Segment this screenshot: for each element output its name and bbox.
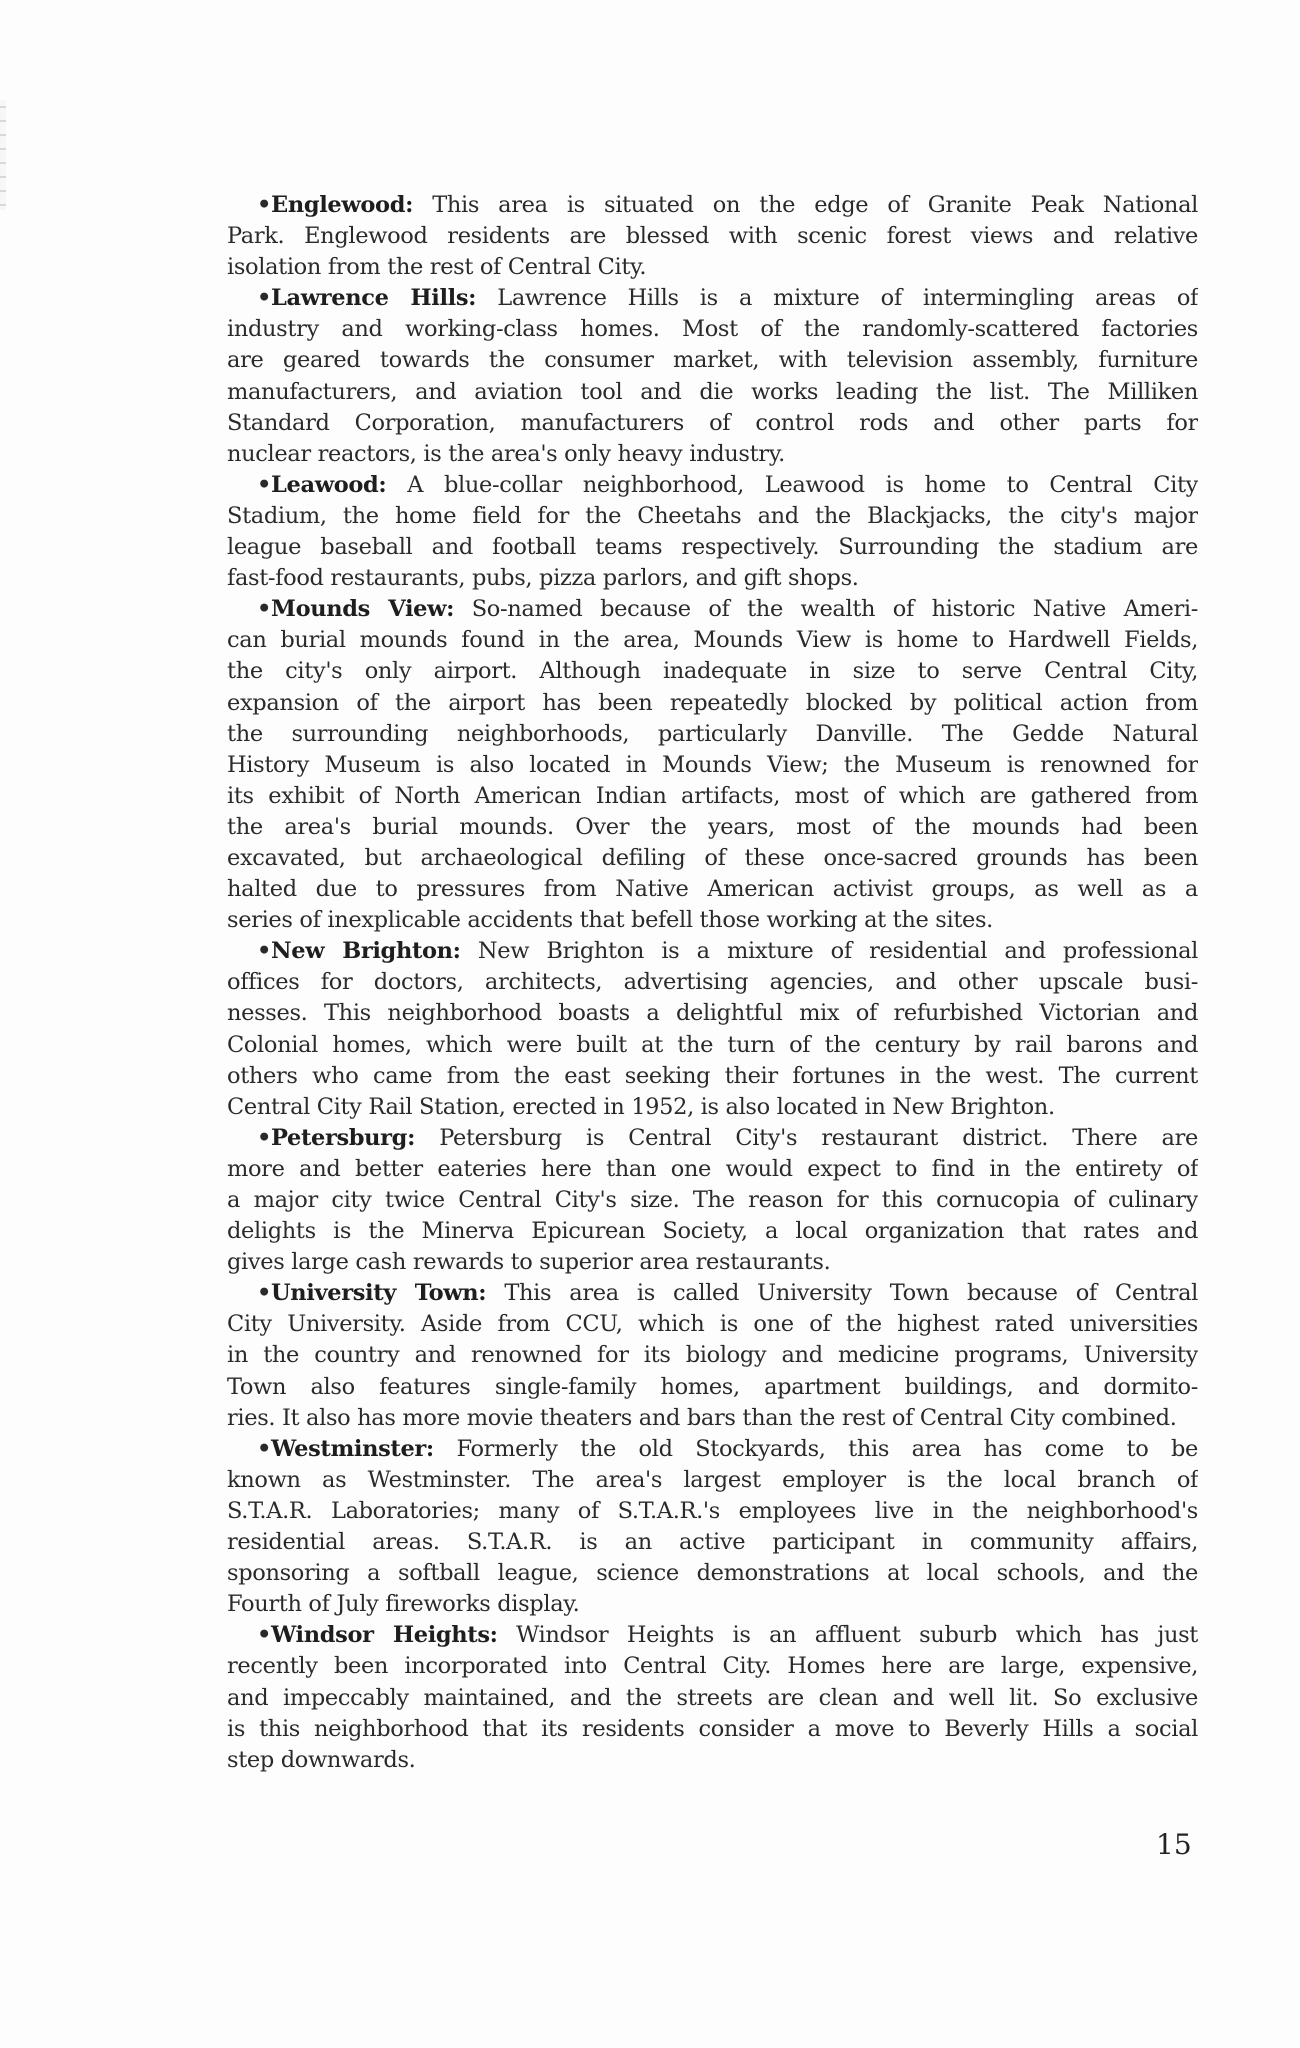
text-line: league baseball and football teams respectively. Surrounding the stadium are — [227, 534, 1198, 561]
text-line: History Museum is also located in Mounds View; the Museum is renowned for — [227, 751, 1198, 778]
entry-text: Windsor Heights is an affluent suburb which has just — [516, 1622, 1198, 1649]
bullet-icon: • — [257, 938, 272, 965]
text-line: step downwards. — [227, 1746, 416, 1773]
bullet-icon: • — [257, 1435, 272, 1462]
bullet-icon: • — [257, 471, 272, 498]
neighborhood-name: Lawrence Hills: — [271, 285, 477, 312]
text-line: a major city twice Central City's size. The reason for this cornucopia of culinary — [227, 1187, 1198, 1213]
text-line — [227, 936, 1198, 967]
text-line: Stadium, the home field for the Cheetahs and the Blackjacks, the city's major — [227, 502, 1198, 529]
neighborhood-entry — [227, 594, 1198, 936]
neighborhood-name: University Town: — [271, 1280, 487, 1307]
text-line: Central City Rail Station, erected in 1952, is also located in New Brighton. — [227, 1093, 1055, 1120]
entry-text: A blue-collar neighborhood, Leawood is home to Central City — [407, 471, 1198, 498]
text-line: manufacturers, and aviation tool and die works leading the list. The Milliken — [227, 378, 1198, 405]
text-line: nuclear reactors, is the area's only heavy industry. — [227, 440, 785, 467]
text-line: others who came from the east seeking their fortunes in the west. The current — [227, 1062, 1198, 1089]
text-line — [227, 1123, 1198, 1154]
entry-text: This area is called University Town because of Central — [504, 1280, 1198, 1307]
text-line: offices for doctors, architects, advertising agencies, and other upscale busi- — [227, 969, 1198, 996]
text-line: and impeccably maintained, and the streets are clean and well lit. So exclusive — [227, 1684, 1198, 1711]
bullet-icon: • — [257, 596, 272, 623]
bullet-icon: • — [257, 1124, 272, 1151]
text-line: in the country and renowned for its biology and medicine programs, University — [227, 1342, 1198, 1369]
text-line: Colonial homes, which were built at the turn of the century by rail barons and — [227, 1031, 1198, 1058]
neighborhood-name: New Brighton: — [271, 938, 461, 965]
neighborhood-entry — [227, 283, 1198, 470]
text-line: residential areas. S.T.A.R. is an active participant in community affairs, — [227, 1529, 1198, 1556]
text-line: Park. Englewood residents are blessed with scenic forest views and relative — [227, 223, 1198, 250]
page-number: 15 — [1156, 1828, 1192, 1861]
neighborhood-entry — [227, 470, 1198, 594]
text-line — [227, 1620, 1198, 1651]
text-line: sponsoring a softball league, science demonstrations at local schools, and the — [227, 1560, 1198, 1587]
text-line: fast-food restaurants, pubs, pizza parlors, and gift shops. — [227, 565, 859, 592]
bullet-icon: • — [257, 192, 272, 218]
neighborhood-entry — [227, 190, 1198, 283]
neighborhood-entry — [227, 1434, 1198, 1621]
neighborhood-entry — [227, 1620, 1198, 1775]
text-line: more and better eateries here than one would expect to find in the entirety of — [227, 1155, 1198, 1182]
text-line: the city's only airport. Although inadequate in size to serve Central City, — [227, 658, 1198, 685]
text-line: can burial mounds found in the area, Mounds View is home to Hardwell Fields, — [227, 627, 1198, 654]
text-line: Standard Corporation, manufacturers of control rods and other parts for — [227, 409, 1198, 436]
text-line: are geared towards the consumer market, with television assembly, furniture — [227, 347, 1198, 374]
neighborhood-list — [227, 190, 1198, 1776]
bullet-icon: • — [257, 285, 272, 312]
bullet-icon: • — [257, 1622, 272, 1649]
text-line: expansion of the airport has been repeatedly blocked by political action from — [227, 689, 1198, 716]
text-line: S.T.A.R. Laboratories; many of S.T.A.R.'s employees live in the neighborhood's — [227, 1497, 1198, 1524]
entry-text: So-named because of the wealth of historic Native Ameri- — [471, 596, 1198, 623]
text-line: isolation from the rest of Central City. — [227, 254, 647, 281]
text-line: recently been incorporated into Central City. Homes here are large, expensive, — [227, 1653, 1198, 1680]
text-line: City University. Aside from CCU, which is one of the highest rated universities — [227, 1311, 1198, 1338]
text-line: delights is the Minerva Epicurean Society, a local organization that rates and — [227, 1218, 1198, 1245]
text-line: known as Westminster. The area's largest employer is the local branch of — [227, 1466, 1198, 1493]
text-line — [227, 470, 1198, 501]
entry-text: New Brighton is a mixture of residential and professional — [477, 938, 1198, 965]
text-line — [227, 1434, 1198, 1465]
neighborhood-name: Windsor Heights: — [271, 1622, 498, 1649]
text-line — [227, 190, 1198, 221]
text-line: gives large cash rewards to superior area restaurants. — [227, 1249, 831, 1276]
text-line: its exhibit of North American Indian artifacts, most of which are gathered from — [227, 782, 1198, 809]
entry-text: Lawrence Hills is a mixture of intermingling areas of — [497, 285, 1198, 312]
text-line — [227, 594, 1198, 625]
bullet-icon: • — [257, 1280, 272, 1307]
text-line: nesses. This neighborhood boasts a delightful mix of refurbished Victorian and — [227, 1000, 1198, 1027]
neighborhood-name: Westminster: — [271, 1435, 434, 1462]
text-line: series of inexplicable accidents that befell those working at the sites. — [227, 907, 993, 934]
neighborhood-name: Petersburg: — [271, 1124, 416, 1151]
text-line: the area's burial mounds. Over the years, most of the mounds had been — [227, 813, 1198, 840]
entry-text: Formerly the old Stockyards, this area has come to be — [456, 1435, 1198, 1462]
text-line: is this neighborhood that its residents consider a move to Beverly Hills a social — [227, 1715, 1198, 1742]
text-line — [227, 1278, 1198, 1309]
text-line: the surrounding neighborhoods, particularly Danville. The Gedde Natural — [227, 720, 1198, 747]
neighborhood-name: Leawood: — [271, 471, 387, 498]
text-line: halted due to pressures from Native American activist groups, as well as a — [227, 876, 1198, 903]
text-line: industry and working-class homes. Most of the randomly-scattered factories — [227, 316, 1198, 343]
text-line: Fourth of July fireworks display. — [227, 1591, 580, 1618]
neighborhood-entry — [227, 936, 1198, 1123]
neighborhood-entry — [227, 1123, 1198, 1278]
text-line: Town also features single-family homes, apartment buildings, and dormito- — [227, 1373, 1198, 1400]
text-line: ries. It also has more movie theaters and bars than the rest of Central City combined. — [227, 1404, 1177, 1431]
text-line — [227, 283, 1198, 314]
text-line: excavated, but archaeological defiling of these once-sacred grounds has been — [227, 844, 1198, 871]
entry-text: Petersburg is Central City's restaurant district. There are — [439, 1124, 1198, 1151]
entry-text: This area is situated on the edge of Granite Peak National — [432, 192, 1198, 218]
neighborhood-name: Englewood: — [271, 192, 414, 218]
scan-edge-artifact — [0, 100, 6, 210]
neighborhood-entry — [227, 1278, 1198, 1433]
neighborhood-name: Mounds View: — [271, 596, 455, 623]
